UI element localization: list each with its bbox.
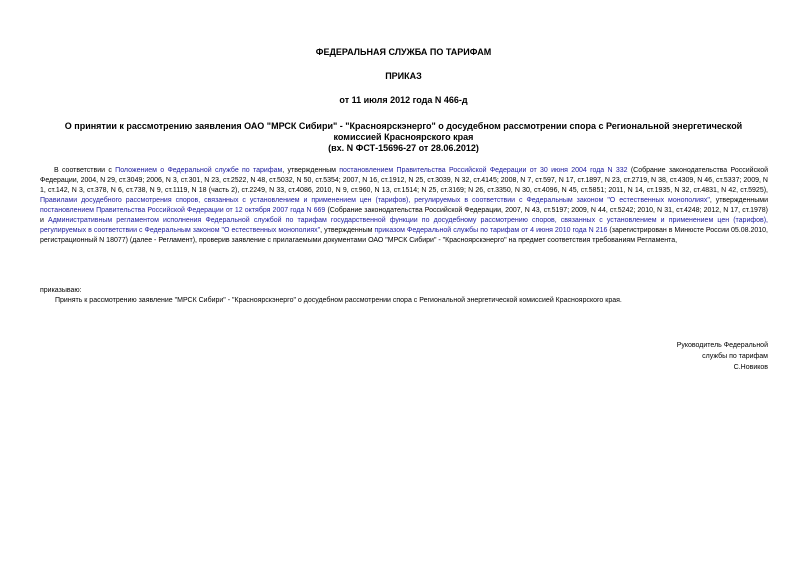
document-subject [40, 121, 767, 154]
signature-position-1: Руководитель Федеральной [676, 342, 768, 349]
organization-name: ФЕДЕРАЛЬНАЯ СЛУЖБА ПО ТАРИФАМ [315, 47, 492, 57]
decree-word: приказываю: [40, 287, 82, 294]
preamble-text-2: , утвержденным [282, 167, 340, 174]
document-type: ПРИКАЗ [385, 71, 422, 81]
signature-position-2: службы по тарифам [702, 353, 768, 360]
subject-title: О принятии к рассмотрению заявления ОАО "МРСК Сибири" - "Красноярскэнерго" о досудебном рассмотрении спора с Региональной энергетической комиссией Красноярского края [64, 121, 743, 142]
link-government-decree-669[interactable]: постановлением Правительства Российской Федерации от 12 октября 2007 года N 669 [40, 207, 326, 214]
signature-block [677, 340, 768, 373]
preamble-text-5: (Собрание законодательства Российской Федерации, 2007, N 43, ст.5197; 2009, N 44, ст.5242; 2010, N 31, ст.4248; 2012, N 17, ст.1978) и [40, 207, 769, 224]
preamble-text-1: В соответствии с [54, 167, 116, 174]
preamble-text-4: , утвержденными [709, 197, 768, 204]
link-dispute-rules[interactable]: Правилами досудебного рассмотрения споров, связанных с установлением и применением цен (тарифов), регулируемых в соответствии с Федеральным законом "О естественных монополиях" [40, 197, 710, 204]
link-administrative-regulation[interactable]: Административным регламентом исполнения Федеральной службой по тарифам государственной функции по досудебному рассмотрению споров, связанных с установлением и применением цен (тарифов), регулируемых в соответствии с Федеральным законом "О естественных монополиях" [40, 217, 769, 234]
link-fst-order-216[interactable]: приказом Федеральной службы по тарифам от 4 июня 2010 года N 216 [374, 227, 608, 234]
subject-reference: (вх. N ФСТ-15696-27 от 28.06.2012) [328, 143, 479, 153]
preamble-text-3: (Собрание законодательства Российской Федерации, 2004, N 29, ст.3049; 2006, N 3, ст.301, N 23, ст.2522, N 48, ст.5032, N 50, ст.5354; 2007, N 16, ст.1912, N 25, ст.3039, N 32, ст.4145; 2008, N 7, ст.597, N 17, ст.1897, N 23, ст.2719, N 38, ст.4309, N 46, ст.5337; 2009, N 1, ст.142, N 3, ст.378, N 6, ст.738, N 9, ст.1119, N 18 (часть 2), ст.2249, N 33, ст.4086, 2010, N 9, ст.960, N 13, ст.1514; N 25, ст.3169; N 26, ст.3350, N 30, ст.4096, N 45, ст.5851; 2011, N 14, ст.1935, N 32, ст.4831, N 42, ст.5925), [40, 167, 769, 194]
preamble-paragraph [40, 166, 768, 246]
document-date: от 11 июля 2012 года N 466-д [339, 95, 468, 105]
signature-name: С.Новиков [733, 364, 768, 371]
link-government-decree-332[interactable]: постановлением Правительства Российской Федерации от 30 июня 2004 года N 332 [339, 167, 628, 174]
decree-item: Принять к рассмотрению заявление "МРСК Сибири" - "Красноярскэнерго" о досудебном рассмотрении спора с Региональной энергетической комиссией Красноярского края. [55, 297, 622, 304]
preamble-text-6: , утвержденным [320, 227, 375, 234]
link-fst-regulation[interactable]: Положением о Федеральной службе по тарифам [115, 167, 283, 174]
preamble-text-7: (зарегистрирован в Минюсте России 05.08.2010, регистрационный N 18077) (далее - Регламент), проверив заявление с прилагаемыми документами ОАО "МРСК Сибири" - "Красноярскэнерго" на предмет соответствия требованиям Регламента, [40, 227, 768, 244]
